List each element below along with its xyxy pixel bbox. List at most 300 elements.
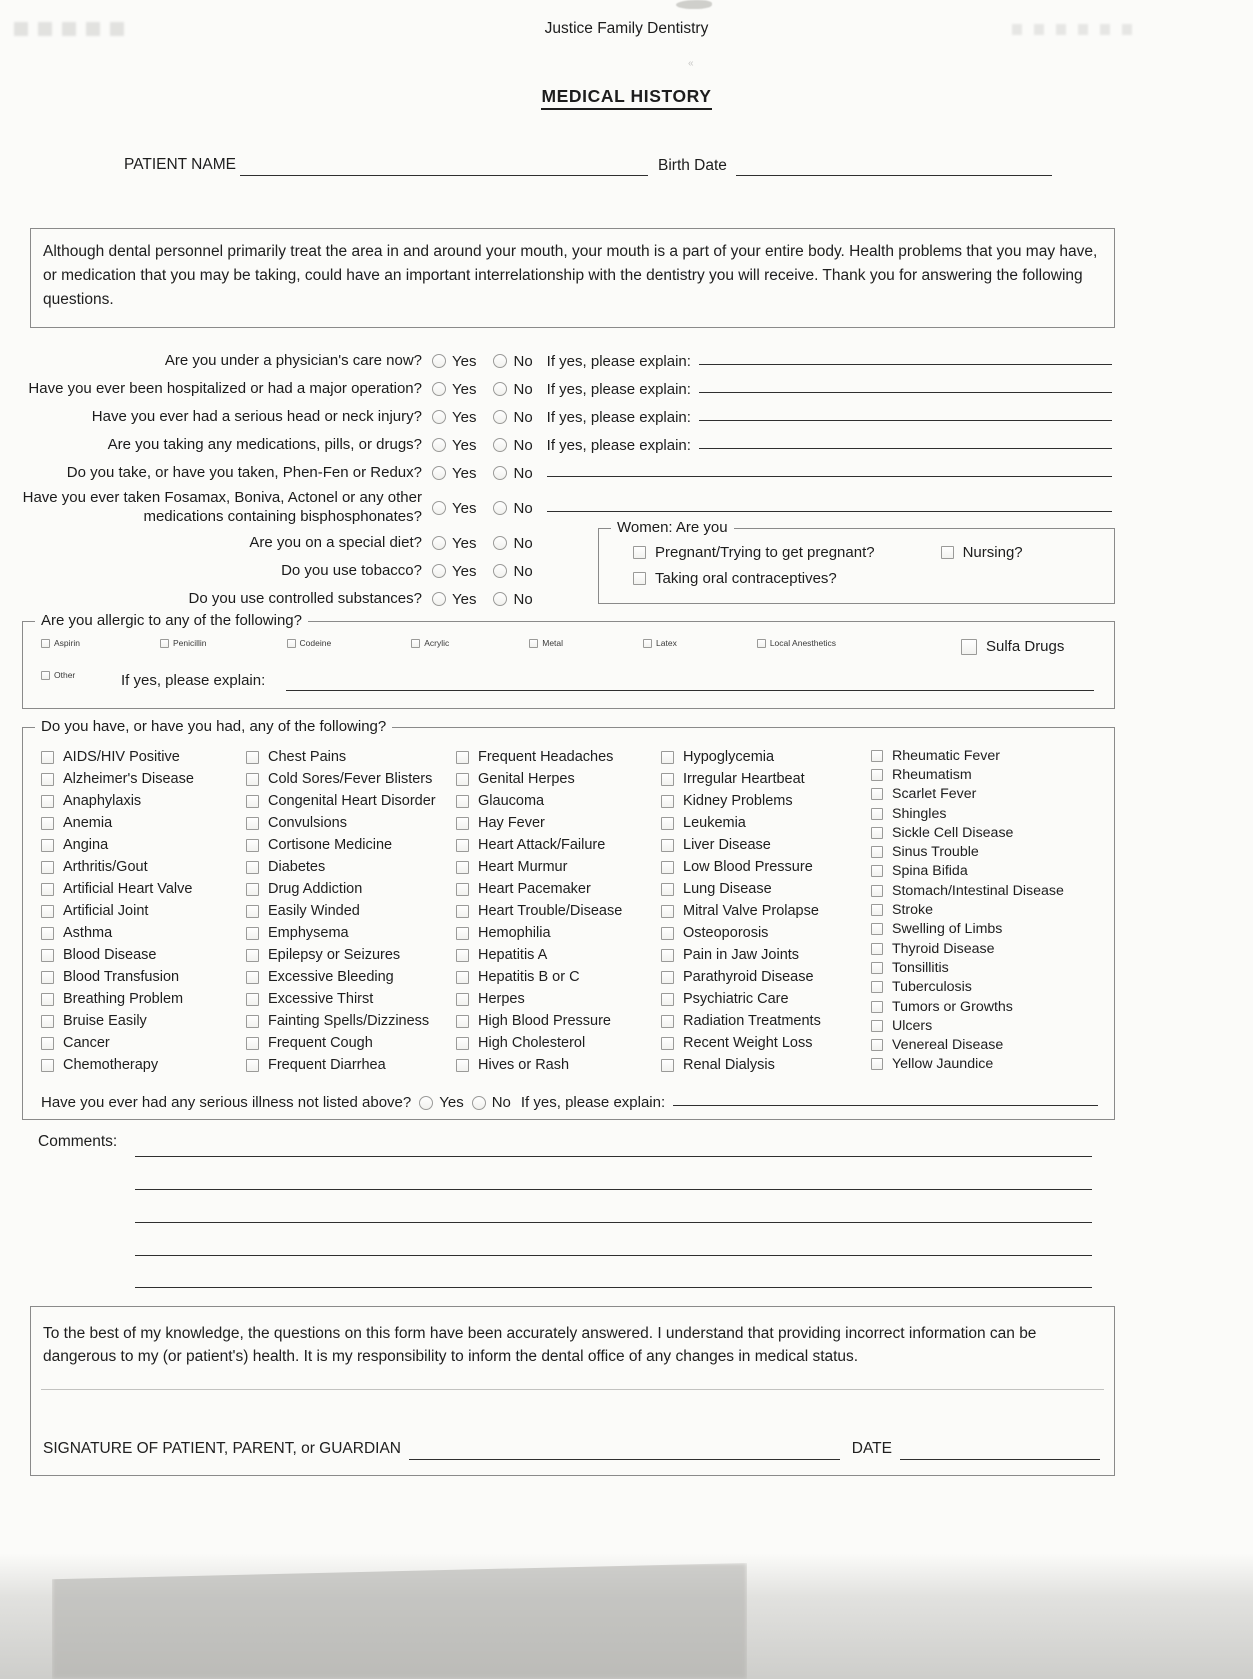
condition-label: Swelling of Limbs — [892, 921, 1003, 938]
signature-row — [43, 1437, 1100, 1460]
condition-label: Hives or Rash — [478, 1057, 570, 1073]
condition-checkbox[interactable] — [871, 788, 883, 800]
condition-item[interactable] — [661, 1054, 869, 1076]
condition-item[interactable] — [456, 768, 664, 790]
other-checkbox[interactable] — [41, 671, 50, 680]
condition-checkbox[interactable] — [246, 949, 259, 962]
explain-line[interactable] — [673, 1091, 1098, 1106]
no-radio[interactable] — [493, 592, 507, 606]
conditions-column-4 — [661, 746, 869, 1076]
condition-checkbox[interactable] — [246, 773, 259, 786]
condition-label: Irregular Heartbeat — [683, 771, 805, 787]
allergy-checkbox[interactable] — [643, 639, 652, 648]
allergy-item[interactable] — [160, 638, 207, 648]
condition-label: High Blood Pressure — [478, 1013, 611, 1029]
condition-checkbox[interactable] — [871, 827, 883, 839]
condition-label: Cortisone Medicine — [268, 837, 393, 853]
yes-radio[interactable] — [432, 536, 446, 550]
yes-radio[interactable] — [432, 501, 446, 515]
condition-checkbox[interactable] — [41, 905, 54, 918]
intro-box — [30, 228, 1115, 328]
condition-label: Stroke — [892, 902, 934, 919]
condition-label: Angina — [63, 837, 109, 853]
condition-checkbox[interactable] — [871, 808, 883, 820]
no-label: No — [513, 499, 533, 517]
condition-label: Blood Transfusion — [63, 969, 180, 985]
condition-item[interactable] — [246, 966, 454, 988]
condition-item[interactable] — [246, 988, 454, 1010]
no-radio[interactable] — [493, 564, 507, 578]
question-label: Do you use tobacco? — [281, 561, 422, 579]
condition-checkbox[interactable] — [41, 993, 54, 1006]
condition-label: Spina Bifida — [892, 863, 968, 880]
condition-checkbox[interactable] — [246, 883, 259, 896]
condition-item[interactable] — [456, 1010, 664, 1032]
condition-checkbox[interactable] — [871, 1001, 883, 1013]
condition-checkbox[interactable] — [661, 773, 674, 786]
condition-label: Heart Murmur — [478, 859, 568, 875]
allergy-item[interactable] — [287, 638, 332, 648]
condition-checkbox[interactable] — [871, 1020, 883, 1032]
yes-radio[interactable] — [432, 354, 446, 368]
condition-checkbox[interactable] — [246, 1037, 259, 1050]
condition-item[interactable] — [41, 944, 249, 966]
condition-label: Chemotherapy — [63, 1057, 159, 1073]
condition-label: Shingles — [892, 805, 947, 822]
condition-item[interactable] — [456, 1054, 664, 1076]
allergy-checkbox[interactable] — [160, 639, 169, 648]
allergy-label: Local Anesthetics — [769, 638, 836, 648]
condition-item[interactable] — [871, 900, 1079, 919]
condition-item[interactable] — [41, 768, 249, 790]
yes-radio[interactable] — [432, 410, 446, 424]
condition-checkbox[interactable] — [871, 769, 883, 781]
allergy-item[interactable] — [411, 638, 449, 648]
condition-label: Frequent Diarrhea — [268, 1057, 386, 1073]
condition-label: AIDS/HIV Positive — [63, 749, 180, 765]
yes-radio[interactable] — [432, 438, 446, 452]
comments-line-3[interactable] — [135, 1222, 1092, 1223]
condition-label: Renal Dialysis — [683, 1057, 775, 1073]
allergy-label: Aspirin — [54, 638, 80, 648]
condition-item[interactable] — [456, 812, 664, 834]
condition-item[interactable] — [246, 834, 454, 856]
condition-checkbox[interactable] — [661, 927, 674, 940]
comments-line-4[interactable] — [135, 1255, 1092, 1256]
condition-item[interactable] — [246, 944, 454, 966]
condition-checkbox[interactable] — [41, 1015, 54, 1028]
condition-item[interactable] — [871, 920, 1079, 939]
allergy-item[interactable] — [41, 638, 80, 648]
condition-checkbox[interactable] — [456, 927, 469, 940]
condition-item[interactable] — [246, 1032, 454, 1054]
condition-item[interactable] — [661, 988, 869, 1010]
question-label: Are you on a special diet? — [249, 533, 422, 551]
no-radio[interactable] — [493, 466, 507, 480]
condition-checkbox[interactable] — [246, 1059, 259, 1072]
answer-line[interactable] — [547, 462, 1112, 477]
no-radio[interactable] — [493, 354, 507, 368]
condition-checkbox[interactable] — [41, 751, 54, 764]
condition-item[interactable] — [41, 900, 249, 922]
condition-label: Leukemia — [683, 815, 746, 831]
condition-checkbox[interactable] — [661, 993, 674, 1006]
condition-item[interactable] — [871, 785, 1079, 804]
no-radio[interactable] — [493, 438, 507, 452]
condition-item[interactable] — [871, 842, 1079, 861]
scan-artifact — [676, 0, 712, 9]
condition-checkbox[interactable] — [41, 773, 54, 786]
comments-line-1[interactable] — [135, 1156, 1092, 1157]
condition-label: Psychiatric Care — [683, 991, 789, 1007]
yes-radio[interactable] — [432, 466, 446, 480]
no-label: No — [513, 464, 533, 482]
condition-item[interactable] — [246, 768, 454, 790]
condition-item[interactable] — [661, 746, 869, 768]
condition-checkbox[interactable] — [661, 1015, 674, 1028]
agreement-text: To the best of my knowledge, the questions on this form have been accurately answered. I understand that providing incorrect information can be dangerous to my (or patient's) health. It is my responsibility to inform the dental office of any changes in medical status. — [43, 1325, 1037, 1366]
condition-checkbox[interactable] — [661, 1059, 674, 1072]
sulfa-drugs-checkbox[interactable] — [961, 639, 977, 655]
condition-item[interactable] — [246, 812, 454, 834]
condition-checkbox[interactable] — [456, 971, 469, 984]
no-radio[interactable] — [493, 382, 507, 396]
yes-label: Yes — [452, 352, 477, 370]
scan-shadow — [0, 1553, 1253, 1679]
condition-item[interactable] — [661, 900, 869, 922]
condition-item[interactable] — [871, 1055, 1079, 1074]
condition-item[interactable] — [246, 856, 454, 878]
condition-item[interactable] — [661, 812, 869, 834]
no-label: No — [513, 562, 533, 580]
condition-checkbox[interactable] — [661, 949, 674, 962]
allergy-label: Penicillin — [172, 638, 207, 648]
explain-line[interactable] — [699, 406, 1112, 421]
condition-item[interactable] — [456, 1032, 664, 1054]
conditions-box — [22, 718, 1115, 1120]
condition-label: Artificial Heart Valve — [63, 881, 193, 897]
conditions-column-1 — [41, 746, 249, 1076]
condition-label: Recent Weight Loss — [683, 1035, 813, 1051]
condition-checkbox[interactable] — [661, 795, 674, 808]
condition-checkbox[interactable] — [456, 795, 469, 808]
condition-item[interactable] — [871, 765, 1079, 784]
condition-item[interactable] — [871, 1016, 1079, 1035]
condition-checkbox[interactable] — [41, 1037, 54, 1050]
condition-label: Emphysema — [268, 925, 349, 941]
condition-item[interactable] — [661, 1010, 869, 1032]
birth-date-line[interactable] — [736, 175, 1052, 176]
condition-checkbox[interactable] — [41, 883, 54, 896]
allergy-checkbox[interactable] — [411, 639, 420, 648]
condition-checkbox[interactable] — [456, 751, 469, 764]
condition-checkbox[interactable] — [246, 751, 259, 764]
condition-label: Excessive Bleeding — [268, 969, 394, 985]
condition-item[interactable] — [246, 878, 454, 900]
condition-item[interactable] — [41, 746, 249, 768]
explain-label: If yes, please explain: — [546, 352, 691, 370]
condition-item[interactable] — [41, 1010, 249, 1032]
condition-label: Low Blood Pressure — [683, 859, 813, 875]
conditions-column-2 — [246, 746, 454, 1076]
condition-checkbox[interactable] — [661, 905, 674, 918]
condition-label: Pain in Jaw Joints — [683, 947, 800, 963]
condition-item[interactable] — [41, 878, 249, 900]
condition-item[interactable] — [41, 966, 249, 988]
condition-item[interactable] — [871, 978, 1079, 997]
condition-checkbox[interactable] — [871, 1058, 883, 1070]
condition-checkbox[interactable] — [246, 927, 259, 940]
condition-checkbox[interactable] — [661, 839, 674, 852]
condition-item[interactable] — [246, 790, 454, 812]
condition-label: Tonsillitis — [892, 959, 949, 976]
condition-label: Bruise Easily — [63, 1013, 147, 1029]
condition-item[interactable] — [41, 812, 249, 834]
sulfa-drugs-item[interactable] — [961, 638, 1064, 655]
condition-checkbox[interactable] — [871, 981, 883, 993]
condition-checkbox[interactable] — [456, 905, 469, 918]
condition-label: Hepatitis B or C — [478, 969, 580, 985]
no-label: No — [513, 352, 533, 370]
pregnant-checkbox[interactable] — [633, 546, 646, 559]
condition-label: Stomach/Intestinal Disease — [892, 882, 1064, 899]
no-radio[interactable] — [493, 536, 507, 550]
condition-item[interactable] — [41, 834, 249, 856]
condition-item[interactable] — [456, 922, 664, 944]
condition-checkbox[interactable] — [246, 905, 259, 918]
no-radio[interactable] — [493, 501, 507, 515]
condition-checkbox[interactable] — [41, 949, 54, 962]
condition-item[interactable] — [871, 823, 1079, 842]
condition-checkbox[interactable] — [456, 1015, 469, 1028]
condition-item[interactable] — [661, 856, 869, 878]
condition-label: Kidney Problems — [683, 793, 793, 809]
answer-line[interactable] — [547, 497, 1112, 512]
condition-checkbox[interactable] — [41, 795, 54, 808]
condition-item[interactable] — [456, 988, 664, 1010]
serious-illness-row — [41, 1094, 1098, 1111]
condition-checkbox[interactable] — [871, 923, 883, 935]
condition-label: Diabetes — [268, 859, 326, 875]
allergy-checkbox[interactable] — [529, 639, 538, 648]
condition-checkbox[interactable] — [871, 904, 883, 916]
yes-radio[interactable] — [432, 382, 446, 396]
conditions-legend: Do you have, or have you had, any of the following? — [35, 718, 392, 735]
question-label: Have you ever taken Fosamax, Boniva, Actonel or any other medications containing bisphosphonates? — [22, 489, 422, 525]
scan-shadow — [52, 1563, 747, 1679]
allergy-other-item[interactable] — [41, 670, 75, 680]
condition-item[interactable] — [456, 790, 664, 812]
patient-name-line[interactable] — [240, 175, 648, 176]
condition-item[interactable] — [661, 834, 869, 856]
allergy-checkbox[interactable] — [41, 639, 50, 648]
allergies-legend: Are you allergic to any of the following? — [35, 612, 308, 629]
condition-checkbox[interactable] — [456, 839, 469, 852]
allergy-item[interactable] — [529, 638, 563, 648]
allergy-checkbox[interactable] — [757, 639, 766, 648]
explain-label: If yes, please explain: — [546, 380, 691, 398]
condition-item[interactable] — [661, 922, 869, 944]
condition-checkbox[interactable] — [41, 839, 54, 852]
condition-checkbox[interactable] — [871, 750, 883, 762]
question-row-controlled-substances — [0, 585, 580, 613]
condition-checkbox[interactable] — [246, 795, 259, 808]
condition-checkbox[interactable] — [246, 839, 259, 852]
condition-checkbox[interactable] — [661, 1037, 674, 1050]
yes-radio[interactable] — [419, 1096, 433, 1110]
condition-item[interactable] — [246, 922, 454, 944]
condition-checkbox[interactable] — [246, 993, 259, 1006]
condition-item[interactable] — [871, 804, 1079, 823]
question-row-special-diet — [0, 529, 580, 557]
condition-label: Rheumatism — [892, 766, 972, 783]
condition-checkbox[interactable] — [246, 971, 259, 984]
condition-item[interactable] — [871, 939, 1079, 958]
condition-item[interactable] — [41, 1032, 249, 1054]
nursing-checkbox[interactable] — [941, 546, 954, 559]
condition-item[interactable] — [456, 966, 664, 988]
condition-item[interactable] — [456, 900, 664, 922]
condition-label: Rheumatic Fever — [892, 747, 1001, 764]
question-label: Are you taking any medications, pills, or drugs? — [107, 435, 422, 453]
condition-item[interactable] — [246, 900, 454, 922]
condition-label: Epilepsy or Seizures — [268, 947, 401, 963]
signature-line[interactable] — [409, 1444, 840, 1460]
condition-checkbox[interactable] — [246, 817, 259, 830]
condition-item[interactable] — [41, 922, 249, 944]
condition-item[interactable] — [456, 944, 664, 966]
condition-item[interactable] — [871, 881, 1079, 900]
condition-checkbox[interactable] — [661, 817, 674, 830]
condition-checkbox[interactable] — [661, 861, 674, 874]
condition-label: Herpes — [478, 991, 525, 1007]
no-label: No — [491, 1094, 511, 1111]
condition-label: Cancer — [63, 1035, 110, 1051]
condition-label: Scarlet Fever — [892, 786, 977, 803]
date-line[interactable] — [900, 1444, 1100, 1460]
condition-checkbox[interactable] — [456, 773, 469, 786]
condition-checkbox[interactable] — [41, 1059, 54, 1072]
conditions-column-5 — [871, 746, 1079, 1074]
condition-checkbox[interactable] — [456, 883, 469, 896]
condition-checkbox[interactable] — [871, 943, 883, 955]
condition-item[interactable] — [661, 1032, 869, 1054]
condition-checkbox[interactable] — [246, 1015, 259, 1028]
explain-line[interactable] — [699, 434, 1112, 449]
condition-item[interactable] — [661, 790, 869, 812]
condition-item[interactable] — [456, 834, 664, 856]
condition-checkbox[interactable] — [661, 971, 674, 984]
condition-item[interactable] — [41, 856, 249, 878]
condition-checkbox[interactable] — [456, 1037, 469, 1050]
condition-checkbox[interactable] — [246, 861, 259, 874]
condition-checkbox[interactable] — [456, 1059, 469, 1072]
no-radio[interactable] — [493, 410, 507, 424]
condition-label: Anaphylaxis — [63, 793, 142, 809]
allergies-box — [22, 612, 1115, 709]
condition-checkbox[interactable] — [41, 861, 54, 874]
condition-item[interactable] — [661, 878, 869, 900]
condition-label: Heart Trouble/Disease — [478, 903, 623, 919]
condition-label: Genital Herpes — [478, 771, 575, 787]
pregnant-label: Pregnant/Trying to get pregnant? — [655, 544, 875, 561]
condition-checkbox[interactable] — [661, 883, 674, 896]
no-label: No — [513, 590, 533, 608]
condition-item[interactable] — [661, 944, 869, 966]
comments-line-5[interactable] — [135, 1287, 1092, 1288]
condition-checkbox[interactable] — [41, 971, 54, 984]
no-radio[interactable] — [472, 1096, 486, 1110]
condition-item[interactable] — [871, 862, 1079, 881]
condition-checkbox[interactable] — [871, 865, 883, 877]
divider-line — [41, 1389, 1104, 1390]
allergy-item[interactable] — [643, 638, 677, 648]
condition-checkbox[interactable] — [871, 1039, 883, 1051]
allergy-explain-line[interactable] — [286, 690, 1094, 691]
allergy-checkbox[interactable] — [287, 639, 296, 648]
condition-checkbox[interactable] — [41, 927, 54, 940]
condition-checkbox[interactable] — [41, 817, 54, 830]
allergy-label: Acrylic — [424, 638, 450, 648]
condition-checkbox[interactable] — [456, 949, 469, 962]
condition-checkbox[interactable] — [871, 846, 883, 858]
condition-item[interactable] — [41, 790, 249, 812]
condition-checkbox[interactable] — [456, 861, 469, 874]
condition-checkbox[interactable] — [456, 817, 469, 830]
yes-label: Yes — [439, 1094, 464, 1111]
condition-item[interactable] — [456, 746, 664, 768]
condition-item[interactable] — [246, 1054, 454, 1076]
condition-item[interactable] — [661, 966, 869, 988]
condition-item[interactable] — [871, 997, 1079, 1016]
yes-label: Yes — [452, 436, 477, 454]
condition-checkbox[interactable] — [871, 885, 883, 897]
question-row-medications — [0, 431, 1122, 459]
question-row-hospitalized — [0, 375, 1122, 403]
condition-item[interactable] — [41, 988, 249, 1010]
condition-checkbox[interactable] — [871, 962, 883, 974]
condition-item[interactable] — [41, 1054, 249, 1076]
explain-line[interactable] — [699, 350, 1112, 365]
condition-item[interactable] — [246, 746, 454, 768]
condition-item[interactable] — [871, 746, 1079, 765]
yes-radio[interactable] — [432, 564, 446, 578]
condition-item[interactable] — [456, 856, 664, 878]
condition-label: Hepatitis A — [478, 947, 548, 963]
question-row-physician-care — [0, 347, 1122, 375]
condition-item[interactable] — [661, 768, 869, 790]
condition-label: Parathyroid Disease — [683, 969, 814, 985]
condition-checkbox[interactable] — [456, 993, 469, 1006]
condition-item[interactable] — [456, 878, 664, 900]
condition-label: Ulcers — [892, 1017, 933, 1034]
contraceptives-checkbox[interactable] — [633, 572, 646, 585]
women-row-1 — [599, 544, 1114, 561]
explain-line[interactable] — [699, 378, 1112, 393]
yes-radio[interactable] — [432, 592, 446, 606]
comments-line-2[interactable] — [135, 1189, 1092, 1190]
condition-label: Frequent Headaches — [478, 749, 614, 765]
condition-item[interactable] — [871, 958, 1079, 977]
condition-checkbox[interactable] — [661, 751, 674, 764]
allergy-item[interactable] — [757, 638, 836, 648]
condition-label: Thyroid Disease — [892, 940, 995, 957]
question-row-bisphosphonates — [0, 487, 1122, 529]
condition-item[interactable] — [246, 1010, 454, 1032]
condition-item[interactable] — [871, 1035, 1079, 1054]
condition-label: Arthritis/Gout — [63, 859, 148, 875]
allergy-label: Latex — [656, 638, 677, 648]
